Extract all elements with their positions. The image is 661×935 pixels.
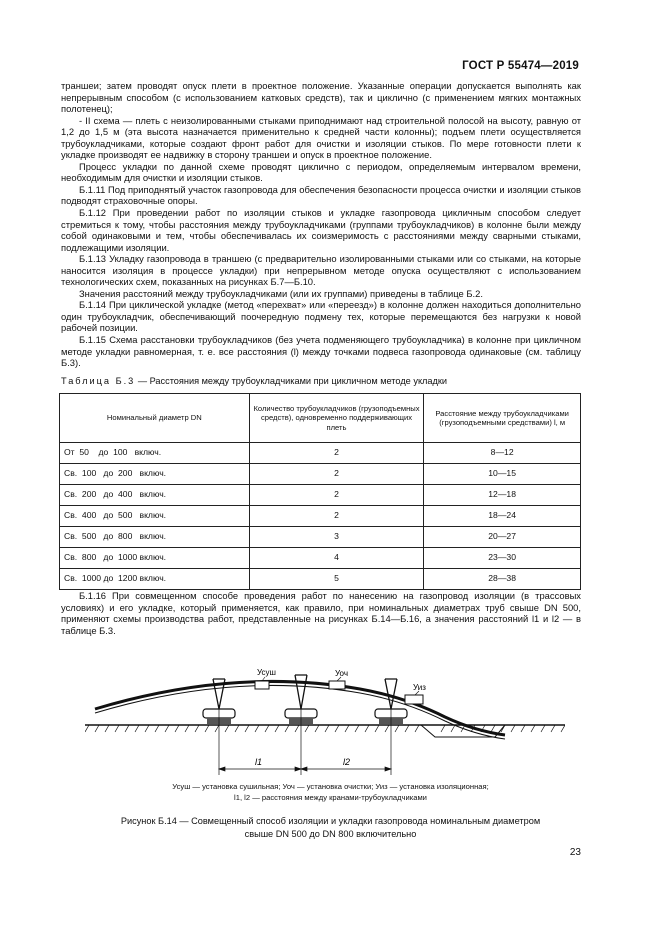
paragraph: Б.1.11 Под приподнятый участок газопровода для обеспечения безопасности процесса очистки и изоляции стыков подводят страховочные опоры. [61, 183, 581, 207]
cell-distance: 20—27 [424, 527, 581, 548]
cell-count: 5 [249, 569, 424, 590]
table-row [60, 464, 581, 485]
table-caption [61, 376, 581, 388]
label-l2: l2 [343, 757, 351, 767]
header-count: Количество трубоукладчиков (грузоподъемных средств), одновременно поддерживающих плеть [249, 394, 424, 443]
cell-count: 2 [249, 506, 424, 527]
insulation-unit [405, 695, 423, 704]
table-row [60, 506, 581, 527]
label-clean: Уоч [335, 669, 348, 678]
drying-unit [255, 681, 269, 689]
cell-count: 2 [249, 464, 424, 485]
body-text [61, 80, 581, 636]
cell-distance: 12—18 [424, 485, 581, 506]
header-distance: Расстояние между трубоукладчиками (грузоподъемными средствами) l, м [424, 394, 581, 443]
cleaning-unit [329, 681, 345, 689]
figure-legend-2: l1, l2 — расстояния между кранами-трубоукладчиками [234, 793, 427, 802]
table-row [60, 443, 581, 464]
figure-caption-1: Рисунок Б.14 — Совмещенный способ изоляции и укладки газопровода номинальным диаметром [120, 816, 541, 826]
cell-dn: От 50 до 100 включ. [60, 443, 250, 464]
distance-table [59, 393, 581, 590]
table-row [60, 548, 581, 569]
paragraph: Процесс укладки по данной схеме проводят циклично с периодом, определяемым интервалом времени, необходимым для очистки и изоляции стыков. [61, 160, 581, 184]
document-header: ГОСТ Р 55474—2019 [462, 60, 579, 72]
cell-count: 2 [249, 443, 424, 464]
paragraph: Б.1.12 При проведении работ по изоляции стыков и укладке газопровода цикличным способом следует стремиться к тому, чтобы расстояния между трубоукладчиками (группами трубоукладчиков) в колонне были между собой одинаковыми и тем, чтобы обеспечивалась их соизмеримость с расстояниями между сварными стыками, подлежащими изоляции. [61, 207, 581, 253]
figure-caption-2: свыше DN 500 до DN 800 включительно [244, 829, 417, 839]
label-l1: l1 [255, 757, 263, 767]
paragraph: Б.1.13 Укладку газопровода в траншею (с предварительно изолированными стыками или со стыками, на которые наносится изоляция в процессе укладки) при непрерывном методе опуска осуществляют с использованием технологических схем, показанных на рисунках Б.7—Б.10. [61, 253, 581, 288]
cell-dn: Св. 1000 до 1200 включ. [60, 569, 250, 590]
ground-hatching [85, 725, 565, 732]
paragraph: траншеи; затем проводят опуск плети в проектное положение. Указанные операции допускается выполнять как непрерывным способом (с использованием катковых средств), так и циклично (с применением мягких монтажных полотенец); [61, 80, 581, 115]
cell-distance: 28—38 [424, 569, 581, 590]
pipeline-diagram [85, 665, 565, 780]
cell-dn: Св. 500 до 800 включ. [60, 527, 250, 548]
paragraph: Б.1.16 При совмещенном способе проведения работ по нанесению на газопровод изоляции (в трассовых условиях) и его укладке, который применяется, как правило, при номинальных диаметрах труб свыше DN 500, применяют схемы производства работ, представленные на рисунках Б.14—Б.16, а значения расстояний l1 и l2 — в таблице Б.3. [61, 590, 581, 636]
header-dn: Номинальный диаметр DN [60, 394, 250, 443]
cell-count: 3 [249, 527, 424, 548]
paragraph: Б.1.14 При циклической укладке (метод «перехват» или «переезд») в колонне должен находиться дополнительно один трубоукладчик, обеспечивающий поочередную подмену тех, которые перемещаются без нагрузки к новой рабочей позиции. [61, 299, 581, 334]
table-caption-text: — Расстояния между трубоукладчиками при цикличном методе укладки [135, 375, 448, 386]
cell-distance: 18—24 [424, 506, 581, 527]
paragraph: - II схема — плеть с неизолированными стыками приподнимают над строительной полосой на высоту, равную от 1,2 до 1,5 м (эта высота назначается применительно к средней части колонны); подъем плети осуществляется трубоукладчиками, которые создают фронт работ для очистки и изоляции стыков. По мере готовности плети к укладке производят ее надвижку в сторону траншеи и опуск в проектное положение. [61, 114, 581, 161]
paragraph: Значения расстояний между трубоукладчиками (или их группами) приведены в таблице Б.2. [79, 287, 483, 299]
cell-dn: Св. 800 до 1000 включ. [60, 548, 250, 569]
cell-distance: 10—15 [424, 464, 581, 485]
cell-distance: 8—12 [424, 443, 581, 464]
page-number: 23 [569, 847, 581, 858]
cell-dn: Св. 200 до 400 включ. [60, 485, 250, 506]
cell-dn: Св. 400 до 500 включ. [60, 506, 250, 527]
cell-distance: 23—30 [424, 548, 581, 569]
table-row [60, 527, 581, 548]
cell-dn: Св. 100 до 200 включ. [60, 464, 250, 485]
label-iso: Уиз [413, 683, 426, 692]
table-row [60, 485, 581, 506]
cell-count: 2 [249, 485, 424, 506]
figure-legend-1: Усуш — установка сушильная; Уоч — установка очистки; Уиз — установка изоляционная; [172, 782, 489, 791]
paragraph: Б.1.15 Схема расстановки трубоукладчиков (без учета подменяющего трубоукладчика) в колонне при цикличном методе укладки равномерная, т. е. все расстояния (l) между точками подвеса газопровода одинаковые (см. таблицу Б.3). [61, 334, 581, 369]
table-header-row [60, 394, 581, 443]
table-caption-prefix: Таблица Б.3 [61, 375, 136, 386]
label-dry: Усуш [257, 668, 276, 677]
table-row [60, 569, 581, 590]
cell-count: 4 [249, 548, 424, 569]
trench [421, 725, 505, 737]
